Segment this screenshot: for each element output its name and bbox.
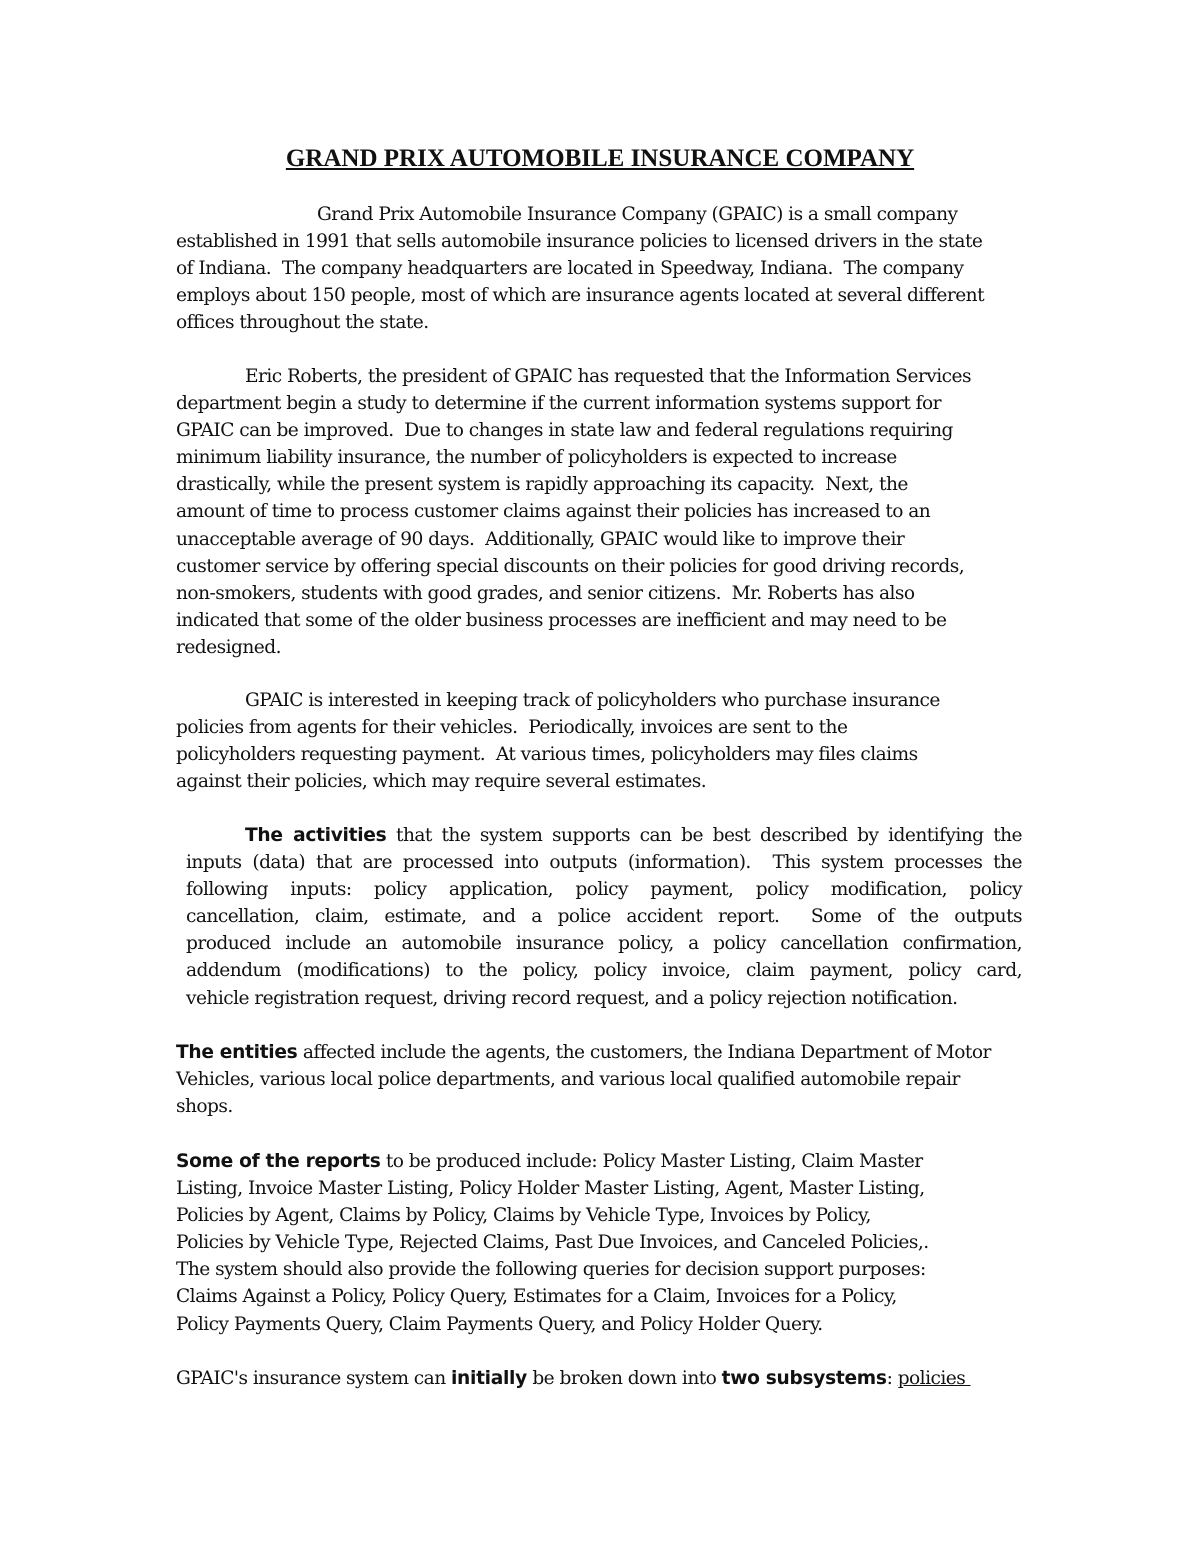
text-line: Claims Against a Policy, Policy Query, Estimates for a Claim, Invoices for a Policy,	[176, 1286, 897, 1308]
text-line: minimum liability insurance, the number of policyholders is expected to increase	[176, 447, 897, 469]
text-line: Vehicles, various local police departments, and various local qualified automobile repair	[176, 1069, 960, 1091]
text-line: Policies by Agent, Claims by Policy, Claims by Vehicle Type, Invoices by Policy,	[176, 1205, 871, 1227]
text-line: produced include an automobile insurance policy, a policy cancellation confirmation,	[186, 933, 1022, 955]
text-line: policyholders requesting payment. At various times, policyholders may files claims	[176, 744, 918, 766]
text-segment: that the system supports can be best described by identifying the	[386, 825, 1022, 846]
text-line	[176, 1365, 1036, 1392]
text-line: GPAIC can be improved. Due to changes in state law and federal regulations requiring	[176, 420, 953, 442]
text-line: of Indiana. The company headquarters are located in Speedway, Indiana. The company	[176, 258, 964, 280]
text-line: addendum (modifications) to the policy, policy invoice, claim payment, policy card,	[186, 960, 1022, 982]
text-line	[176, 1039, 1036, 1066]
text-line: The system should also provide the following queries for decision support purposes:	[176, 1259, 926, 1281]
emphasis-initially: initially	[450, 1368, 527, 1389]
text-line: non-smokers, students with good grades, and senior citizens. Mr. Roberts has also	[176, 582, 915, 604]
text-segment: affected include the agents, the customers, the Indiana Department of Motor	[297, 1042, 991, 1063]
underlined-policies: policies	[897, 1368, 971, 1389]
text-line: Policies by Vehicle Type, Rejected Claims, Past Due Invoices, and Canceled Policies,.	[176, 1232, 929, 1254]
text-line: indicated that some of the older business processes are inefficient and may need to be	[176, 609, 947, 631]
activities-heading: The activities	[245, 825, 387, 846]
text-line: amount of time to process customer claims against their policies has increased to an	[176, 501, 931, 523]
text-line: cancellation, claim, estimate, and a police accident report. Some of the outputs	[186, 906, 1022, 928]
entities-heading: The entities	[176, 1042, 298, 1063]
text-line: unacceptable average of 90 days. Additionally, GPAIC would like to improve their	[176, 528, 905, 550]
text-line: customer service by offering special discounts on their policies for good driving records,	[176, 555, 965, 577]
text-line: redesigned.	[176, 636, 281, 658]
text-line: GPAIC is interested in keeping track of policyholders who purchase insurance	[245, 690, 940, 711]
text-line: Eric Roberts, the president of GPAIC has requested that the Information Services	[245, 366, 971, 387]
paragraph-company-overview	[176, 201, 1036, 336]
paragraph-president-request	[176, 363, 1036, 661]
text-line: department begin a study to determine if the current information systems support for	[176, 393, 941, 415]
paragraph-policyholders	[176, 687, 1036, 795]
text-segment: :	[886, 1368, 898, 1389]
emphasis-two-subsystems: two subsystems	[721, 1368, 887, 1389]
text-line: established in 1991 that sells automobile insurance policies to licensed drivers in the state	[176, 231, 983, 253]
paragraph-subsystems	[176, 1365, 1036, 1392]
document-title: GRAND PRIX AUTOMOBILE INSURANCE COMPANY	[285, 145, 915, 172]
text-line: Policy Payments Query, Claim Payments Query, and Policy Holder Query.	[176, 1313, 823, 1335]
paragraph-activities	[186, 822, 1022, 1012]
text-line: shops.	[176, 1096, 233, 1118]
text-line: Listing, Invoice Master Listing, Policy Holder Master Listing, Agent, Master Listing,	[176, 1178, 925, 1200]
text-line: offices throughout the state.	[176, 312, 429, 334]
text-line: against their policies, which may require several estimates.	[176, 771, 707, 793]
text-line: following inputs: policy application, policy payment, policy modification, policy	[186, 879, 1022, 901]
paragraph-entities	[176, 1039, 1036, 1120]
text-line	[186, 822, 1022, 849]
text-segment: to be produced include: Policy Master Listing, Claim Master	[380, 1151, 923, 1172]
text-line: policies from agents for their vehicles. Periodically, invoices are sent to the	[176, 717, 848, 739]
text-line: vehicle registration request, driving record request, and a policy rejection notification.	[186, 987, 958, 1009]
paragraph-reports	[176, 1148, 1036, 1338]
text-line: Grand Prix Automobile Insurance Company (GPAIC) is a small company	[317, 204, 958, 225]
reports-heading: Some of the reports	[176, 1151, 381, 1172]
text-segment: GPAIC's insurance system can	[176, 1368, 451, 1389]
text-line: drastically, while the present system is rapidly approaching its capacity. Next, the	[176, 474, 908, 496]
text-line	[176, 1148, 1036, 1175]
text-line: inputs (data) that are processed into outputs (information). This system processes the	[186, 852, 1022, 874]
text-segment: be broken down into	[526, 1368, 722, 1389]
text-line: employs about 150 people, most of which are insurance agents located at several different	[176, 285, 985, 307]
